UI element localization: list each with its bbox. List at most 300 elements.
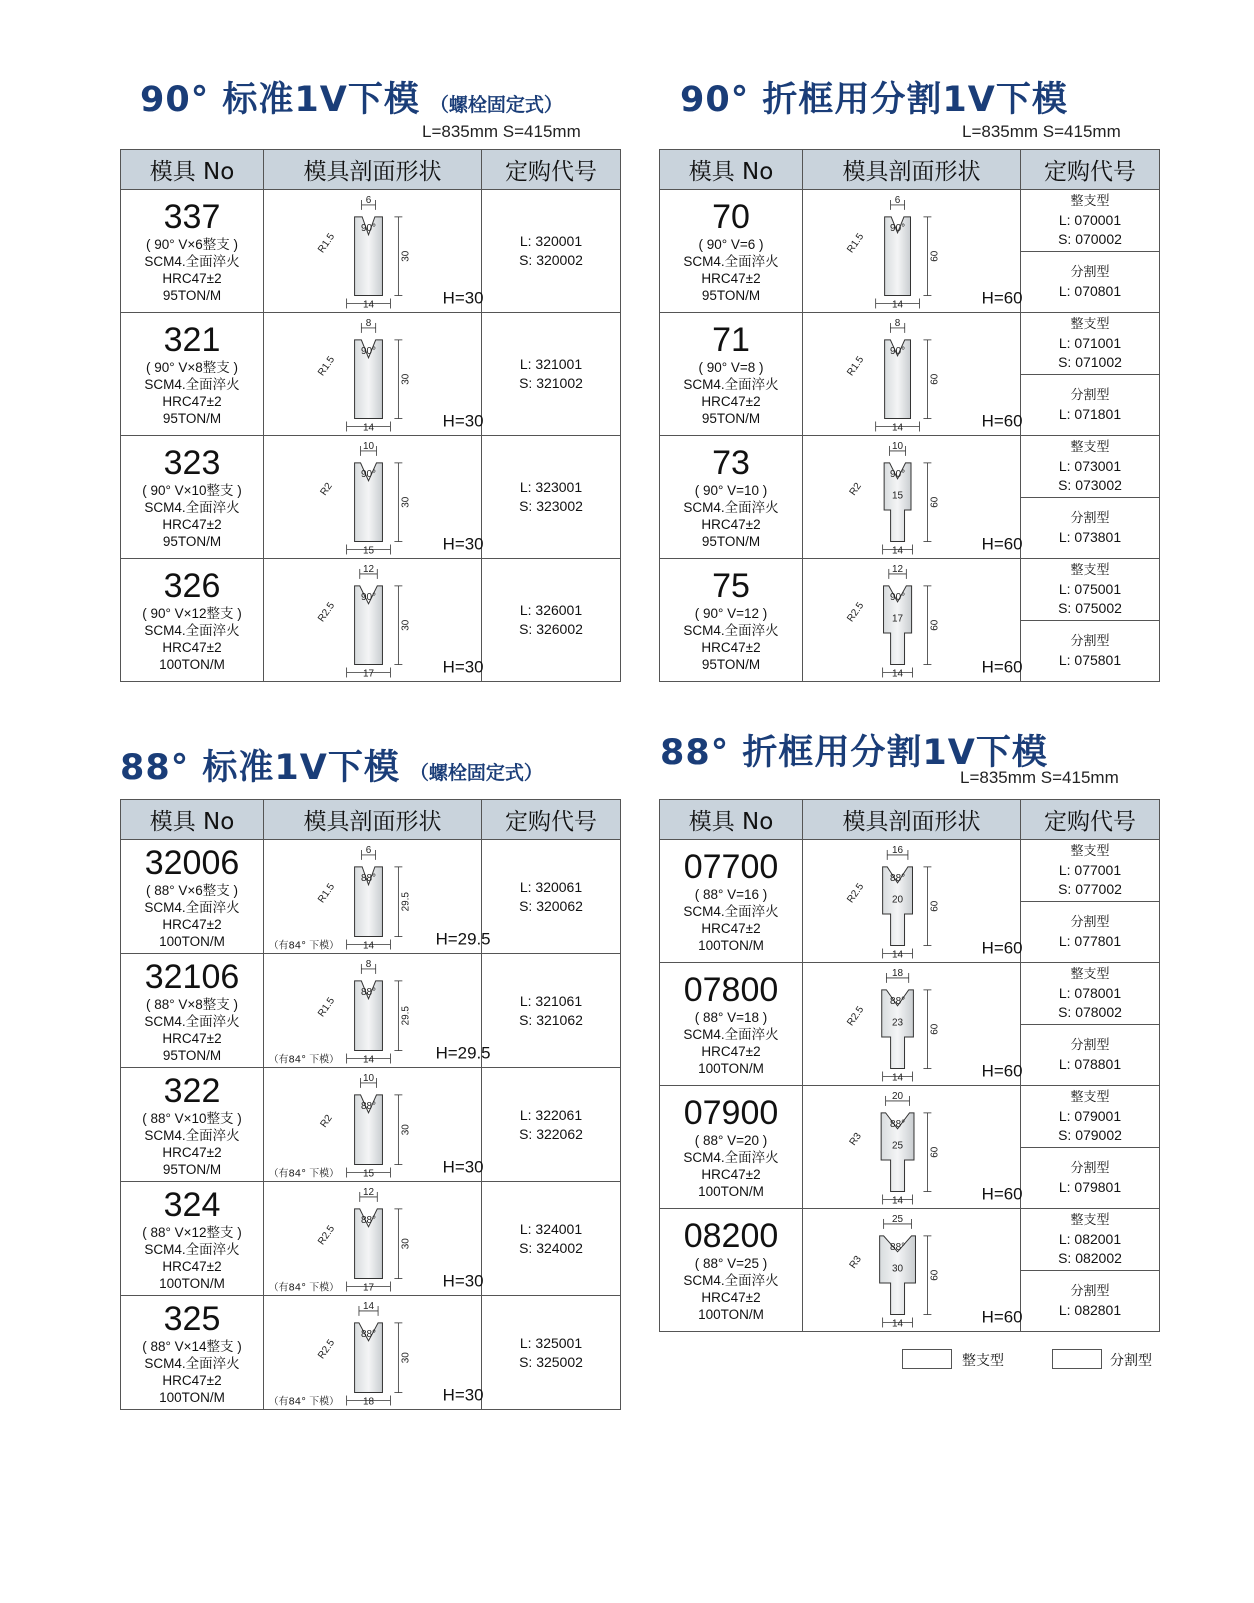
order-code-full-cell: [1021, 1209, 1160, 1271]
angle-label: 88°: [890, 1241, 906, 1253]
die-profile-drawing: [264, 437, 484, 557]
width-dim-label: 16: [892, 844, 904, 856]
die-number-cell: [660, 1086, 803, 1209]
order-code-cell: [482, 559, 621, 682]
order-code-split: L: 073801: [1058, 528, 1122, 545]
title-text: 88° 标准1V下模: [120, 748, 400, 788]
header-code: 定购代号: [482, 800, 621, 840]
die-number: 337: [163, 198, 221, 236]
dims-label: L=835mm S=415mm: [422, 122, 581, 141]
base-dim-label: 15: [362, 545, 375, 557]
die-profile-cell: [803, 559, 1021, 682]
die-profile-drawing: [803, 841, 1023, 961]
order-code-split: L: 075801: [1058, 651, 1122, 668]
order-code-cell: [482, 840, 621, 954]
die-number-cell: [121, 190, 264, 313]
die-profile-cell: [803, 190, 1021, 313]
die-number-cell: [121, 840, 264, 954]
full-type-label: 整支型: [1070, 1212, 1110, 1228]
die-material: SCM4.全面淬火: [144, 500, 240, 515]
order-code-long: L: 075001: [1058, 580, 1122, 597]
die-hardness: HRC47±2: [701, 1290, 761, 1305]
table-row: [121, 1182, 621, 1296]
die-material: SCM4.全面淬火: [144, 254, 240, 269]
table-row: [121, 954, 621, 1068]
die-table-90-split: [659, 149, 1160, 682]
base-dim-label: 14: [362, 1054, 375, 1066]
die-number-cell: [121, 1182, 264, 1296]
die-profile-cell: [803, 1086, 1021, 1209]
base-dim-label: 18: [362, 1396, 375, 1408]
base-dim-label: 14: [892, 1318, 904, 1330]
table-row: [121, 1068, 621, 1182]
die-number: 70: [712, 198, 750, 236]
width-dim-label: 6: [365, 844, 372, 856]
order-code-short: S: 078002: [1058, 1003, 1122, 1020]
height-dim-label: 60: [929, 1146, 941, 1158]
dims-label: L=835mm S=415mm: [960, 768, 1119, 787]
height-label: H=30: [442, 1271, 484, 1291]
order-code-short: S: 320062: [519, 897, 583, 914]
die-spec: ( 88° V×6整支 ): [145, 882, 239, 898]
order-code-split-cell: [1021, 497, 1160, 559]
order-code-split: L: 079801: [1058, 1178, 1122, 1195]
die-material: SCM4.全面淬火: [144, 899, 240, 915]
table-row: [660, 436, 1160, 498]
die-spec: ( 90° V×10整支 ): [142, 483, 242, 498]
die-tonnage: 100TON/M: [698, 1061, 764, 1076]
base-dim-label: 14: [892, 949, 904, 961]
order-code-short: S: 071002: [1058, 353, 1122, 370]
die-spec: ( 88° V×8整支 ): [145, 996, 239, 1012]
order-code-split-cell: [1021, 901, 1160, 963]
die-number-cell: [660, 559, 803, 682]
table-row: [660, 1086, 1160, 1148]
height-label: H=29.5: [435, 929, 491, 949]
die-hardness: HRC47±2: [162, 394, 222, 409]
die-hardness: HRC47±2: [162, 1030, 222, 1046]
height-label: H=60: [981, 1307, 1023, 1327]
header-no: 模具 No: [121, 150, 264, 190]
height-label: H=30: [442, 1157, 484, 1177]
die-profile-cell: [803, 436, 1021, 559]
base-dim-label: 14: [892, 299, 904, 311]
order-code-long: L: 073001: [1058, 457, 1122, 474]
split-type-label: 分割型: [1070, 387, 1110, 403]
die-number-cell: [121, 559, 264, 682]
legend-full-swatch: [902, 1349, 952, 1369]
order-code-short: S: 077002: [1058, 880, 1122, 897]
die-hardness: HRC47±2: [701, 394, 761, 409]
alt-die-note: （有84° 下模）: [268, 1396, 340, 1408]
width-dim-label: 12: [892, 563, 904, 575]
die-hardness: HRC47±2: [701, 921, 761, 936]
die-number: 323: [163, 444, 221, 482]
order-code-cell: [482, 190, 621, 313]
die-number: 75: [712, 567, 750, 605]
order-code-long: L: 323001: [519, 479, 583, 495]
die-tonnage: 95TON/M: [701, 288, 761, 303]
height-dim-label: 60: [929, 619, 941, 631]
die-tonnage: 95TON/M: [701, 411, 761, 426]
alt-die-note: （有84° 下模）: [268, 1168, 340, 1180]
width-dim-label: 6: [365, 194, 372, 206]
die-profile-drawing: [264, 1297, 484, 1408]
mid-width-label: 30: [892, 1263, 904, 1275]
die-number: 322: [163, 1071, 221, 1110]
order-code-short: S: 322062: [519, 1125, 583, 1142]
order-code-split: L: 077801: [1058, 932, 1122, 949]
die-profile-drawing: [803, 191, 1023, 311]
die-spec: ( 88° V=16 ): [694, 887, 768, 902]
height-label: H=60: [981, 657, 1023, 677]
order-code-split-cell: [1021, 374, 1160, 436]
split-type-label: 分割型: [1070, 510, 1110, 526]
order-code-cell: [482, 1296, 621, 1410]
table-row: [660, 559, 1160, 621]
die-profile-cell: [803, 313, 1021, 436]
height-label: H=60: [981, 1061, 1023, 1081]
title-text: 88° 折框用分割1V下模: [660, 733, 1048, 773]
header-row: [121, 800, 621, 840]
radius-label: R3: [847, 1130, 864, 1148]
radius-label: R1.5: [316, 995, 338, 1019]
die-spec: ( 90° V×12整支 ): [142, 606, 242, 621]
die-number-cell: [121, 313, 264, 436]
height-dim-label: 60: [929, 496, 941, 508]
angle-label: 90°: [361, 345, 377, 357]
base-dim-label: 14: [362, 299, 375, 311]
full-type-label: 整支型: [1070, 316, 1110, 332]
radius-label: R2.5: [845, 1004, 867, 1028]
header-no: 模具 No: [121, 800, 264, 840]
width-dim-label: 8: [894, 317, 901, 329]
height-dim-label: 30: [400, 496, 412, 508]
die-hardness: HRC47±2: [701, 640, 761, 655]
die-tonnage: 95TON/M: [162, 288, 222, 303]
order-code-short: S: 326002: [519, 621, 583, 637]
table-row: [121, 190, 621, 313]
order-code-short: S: 325002: [519, 1353, 583, 1370]
die-tonnage: 100TON/M: [159, 933, 225, 949]
width-dim-label: 14: [362, 1300, 375, 1312]
height-dim-label: 60: [929, 1023, 941, 1035]
order-code-split: L: 078801: [1058, 1055, 1122, 1072]
die-number: 71: [712, 321, 750, 359]
header-row: [121, 150, 621, 190]
height-label: H=60: [981, 288, 1023, 308]
height-label: H=30: [442, 657, 484, 677]
die-profile-drawing: [264, 1183, 484, 1294]
legend-full-label: 整支型: [962, 1353, 1004, 1369]
height-dim-label: 30: [400, 619, 412, 631]
order-code-short: S: 321002: [519, 375, 583, 391]
table-row: [660, 840, 1160, 902]
alt-die-note: （有84° 下模）: [268, 1054, 340, 1066]
height-dim-label: 60: [929, 900, 941, 912]
header-shape: 模具剖面形状: [803, 150, 1021, 190]
height-dim-label: 29.5: [400, 891, 412, 912]
die-profile-cell: [264, 559, 482, 682]
die-material: SCM4.全面淬火: [683, 254, 779, 269]
header-shape: 模具剖面形状: [264, 150, 482, 190]
split-type-label: 分割型: [1070, 1037, 1110, 1053]
die-number-cell: [121, 954, 264, 1068]
die-profile-cell: [264, 313, 482, 436]
die-number-cell: [121, 1296, 264, 1410]
dims-label: L=835mm S=415mm: [962, 122, 1121, 141]
die-spec: ( 88° V×12整支 ): [142, 1224, 242, 1240]
die-profile-cell: [264, 840, 491, 954]
width-dim-label: 8: [365, 317, 372, 329]
order-code-cell: [482, 1182, 621, 1296]
die-material: SCM4.全面淬火: [144, 1127, 240, 1143]
height-dim-label: 30: [400, 1351, 412, 1364]
radius-label: R3: [847, 1253, 864, 1271]
die-number: 07700: [683, 848, 779, 886]
header-row: [660, 150, 1160, 190]
section-title-90-split: [680, 72, 1068, 122]
base-dim-label: 14: [892, 545, 904, 557]
width-dim-label: 25: [892, 1213, 904, 1225]
die-hardness: HRC47±2: [162, 1258, 222, 1274]
order-code-split: L: 070801: [1058, 282, 1122, 299]
die-material: SCM4.全面淬火: [144, 377, 240, 392]
order-code-short: S: 070002: [1058, 230, 1122, 247]
die-number: 32006: [144, 843, 240, 882]
angle-label: 90°: [890, 345, 906, 357]
die-tonnage: 95TON/M: [162, 1047, 222, 1063]
die-profile-drawing: [264, 841, 491, 952]
width-dim-label: 18: [892, 967, 904, 979]
order-code-split-cell: [1021, 1270, 1160, 1332]
split-type-label: 分割型: [1070, 633, 1110, 649]
die-spec: ( 90° V×8整支 ): [145, 360, 239, 375]
order-code-short: S: 320002: [519, 252, 583, 268]
die-number: 326: [163, 567, 221, 605]
die-material: SCM4.全面淬火: [683, 1150, 779, 1165]
order-code-short: S: 073002: [1058, 476, 1122, 493]
die-material: SCM4.全面淬火: [144, 1241, 240, 1257]
order-code-split-cell: [1021, 1147, 1160, 1209]
mid-width-label: 17: [892, 613, 904, 625]
radius-label: R1.5: [316, 881, 338, 905]
order-code-long: L: 324001: [519, 1220, 583, 1237]
angle-label: 90°: [890, 591, 906, 603]
height-label: H=30: [442, 1385, 484, 1405]
angle-label: 90°: [361, 468, 377, 480]
order-code-short: S: 075002: [1058, 599, 1122, 616]
angle-label: 88°: [361, 1214, 377, 1226]
split-type-label: 分割型: [1070, 914, 1110, 930]
die-spec: ( 88° V=18 ): [694, 1010, 768, 1025]
die-spec: ( 90° V=12 ): [694, 606, 768, 621]
order-code-long: L: 078001: [1058, 984, 1122, 1001]
die-hardness: HRC47±2: [162, 271, 222, 286]
order-code-full-cell: [1021, 190, 1160, 252]
order-code-long: L: 322061: [519, 1106, 583, 1123]
height-dim-label: 60: [929, 250, 941, 262]
die-number: 08200: [683, 1217, 779, 1255]
width-dim-label: 10: [362, 1072, 375, 1084]
die-hardness: HRC47±2: [701, 517, 761, 532]
radius-label: R2: [847, 480, 864, 498]
legend-split-swatch: [1052, 1349, 1102, 1369]
full-type-label: 整支型: [1070, 562, 1110, 578]
mid-width-label: 25: [892, 1140, 904, 1152]
base-dim-label: 17: [362, 668, 375, 680]
die-number: 07800: [683, 971, 779, 1009]
title-text: 90° 折框用分割1V下模: [680, 80, 1068, 120]
die-profile-drawing: [803, 314, 1023, 434]
die-table-90-standard: [120, 149, 621, 682]
height-label: H=60: [981, 534, 1023, 554]
angle-label: 90°: [890, 468, 906, 480]
die-material: SCM4.全面淬火: [683, 623, 779, 638]
table-row: [121, 559, 621, 682]
angle-label: 88°: [890, 1118, 906, 1130]
alt-die-note: （有84° 下模）: [268, 940, 340, 952]
width-dim-label: 10: [892, 440, 904, 452]
radius-label: R2.5: [845, 600, 867, 624]
order-code-short: S: 321062: [519, 1011, 583, 1028]
header-no: 模具 No: [660, 150, 803, 190]
die-spec: ( 88° V=20 ): [694, 1133, 768, 1148]
die-spec: ( 88° V×10整支 ): [142, 1110, 242, 1126]
full-type-label: 整支型: [1070, 1089, 1110, 1105]
table-row: [660, 963, 1160, 1025]
die-tonnage: 100TON/M: [698, 938, 764, 953]
angle-label: 90°: [361, 591, 377, 603]
die-spec: ( 88° V×14整支 ): [142, 1338, 242, 1354]
width-dim-label: 12: [362, 563, 375, 575]
full-type-label: 整支型: [1070, 843, 1110, 859]
radius-label: R1.5: [845, 354, 867, 378]
die-material: SCM4.全面淬火: [683, 904, 779, 919]
order-code-cell: [482, 954, 621, 1068]
die-hardness: HRC47±2: [701, 1044, 761, 1059]
height-label: H=30: [442, 534, 484, 554]
header-shape: 模具剖面形状: [264, 800, 482, 840]
order-code-split-cell: [1021, 1024, 1160, 1086]
die-profile-cell: [803, 840, 1021, 963]
order-code-full-cell: [1021, 1086, 1160, 1148]
height-dim-label: 30: [400, 250, 412, 262]
radius-label: R1.5: [316, 354, 338, 378]
die-profile-cell: [264, 1296, 482, 1410]
order-code-full-cell: [1021, 840, 1160, 902]
order-code-short: S: 324002: [519, 1239, 583, 1256]
angle-label: 88°: [890, 995, 906, 1007]
order-code-long: L: 320001: [519, 233, 583, 249]
mid-width-label: 15: [892, 490, 904, 502]
die-profile-cell: [264, 436, 482, 559]
height-dim-label: 60: [929, 1269, 941, 1281]
width-dim-label: 6: [894, 194, 901, 206]
alt-die-note: （有84° 下模）: [268, 1282, 340, 1294]
die-profile-cell: [264, 190, 482, 313]
order-code-long: L: 082001: [1058, 1230, 1122, 1247]
height-dim-label: 30: [400, 1237, 412, 1250]
die-material: SCM4.全面淬火: [683, 1273, 779, 1288]
die-material: SCM4.全面淬火: [683, 500, 779, 515]
die-material: SCM4.全面淬火: [144, 1355, 240, 1371]
order-code-split-cell: [1021, 251, 1160, 313]
base-dim-label: 14: [892, 422, 904, 434]
angle-label: 88°: [361, 986, 377, 998]
height-label: H=30: [442, 411, 484, 431]
base-dim-label: 17: [362, 1282, 375, 1294]
die-profile-cell: [803, 963, 1021, 1086]
header-code: 定购代号: [1021, 150, 1160, 190]
title-subtitle: （螺栓固定式）: [409, 762, 543, 784]
header-shape: 模具剖面形状: [803, 800, 1021, 840]
table-row: [660, 313, 1160, 375]
die-spec: ( 88° V=25 ): [694, 1256, 768, 1271]
die-profile-drawing: [803, 437, 1023, 557]
order-code-long: L: 079001: [1058, 1107, 1122, 1124]
base-dim-label: 14: [892, 668, 904, 680]
die-tonnage: 95TON/M: [162, 534, 222, 549]
order-code-short: S: 323002: [519, 498, 583, 514]
die-hardness: HRC47±2: [162, 916, 222, 932]
radius-label: R2: [318, 1112, 335, 1130]
die-material: SCM4.全面淬火: [144, 1013, 240, 1029]
die-profile-drawing: [264, 191, 484, 311]
order-code-full-cell: [1021, 436, 1160, 498]
die-tonnage: 100TON/M: [698, 1307, 764, 1322]
die-profile-drawing: [803, 560, 1023, 680]
die-number-cell: [660, 840, 803, 963]
die-number-cell: [660, 963, 803, 1086]
die-table-88-standard: [120, 799, 621, 1410]
die-number-cell: [660, 190, 803, 313]
radius-label: R2.5: [845, 881, 867, 905]
radius-label: R1.5: [845, 231, 867, 255]
radius-label: R2: [318, 480, 335, 498]
die-profile-cell: [803, 1209, 1021, 1332]
die-number-cell: [121, 1068, 264, 1182]
die-number: 324: [163, 1185, 221, 1224]
height-label: H=60: [981, 938, 1023, 958]
section-title-88-standard: [120, 740, 543, 790]
width-dim-label: 8: [365, 958, 372, 970]
angle-label: 88°: [361, 1328, 377, 1340]
order-code-long: L: 071001: [1058, 334, 1122, 351]
die-profile-drawing: [803, 1087, 1023, 1207]
height-dim-label: 30: [400, 1123, 412, 1136]
header-code: 定购代号: [482, 150, 621, 190]
die-profile-drawing: [803, 1210, 1023, 1330]
table-row: [660, 1209, 1160, 1271]
die-spec: ( 90° V=10 ): [694, 483, 768, 498]
die-tonnage: 95TON/M: [162, 1161, 222, 1177]
order-code-long: L: 326001: [519, 602, 583, 618]
width-dim-label: 12: [362, 1186, 375, 1198]
split-type-label: 分割型: [1070, 264, 1110, 280]
die-table-88-split: [659, 799, 1160, 1332]
width-dim-label: 20: [892, 1090, 904, 1102]
die-number: 32106: [144, 957, 240, 996]
header-code: 定购代号: [1021, 800, 1160, 840]
order-code-short: S: 079002: [1058, 1126, 1122, 1143]
full-type-label: 整支型: [1070, 439, 1110, 455]
radius-label: R2.5: [316, 1337, 338, 1361]
height-label: H=60: [981, 411, 1023, 431]
mid-width-label: 20: [892, 894, 904, 906]
die-tonnage: 95TON/M: [701, 534, 761, 549]
header-no: 模具 No: [660, 800, 803, 840]
